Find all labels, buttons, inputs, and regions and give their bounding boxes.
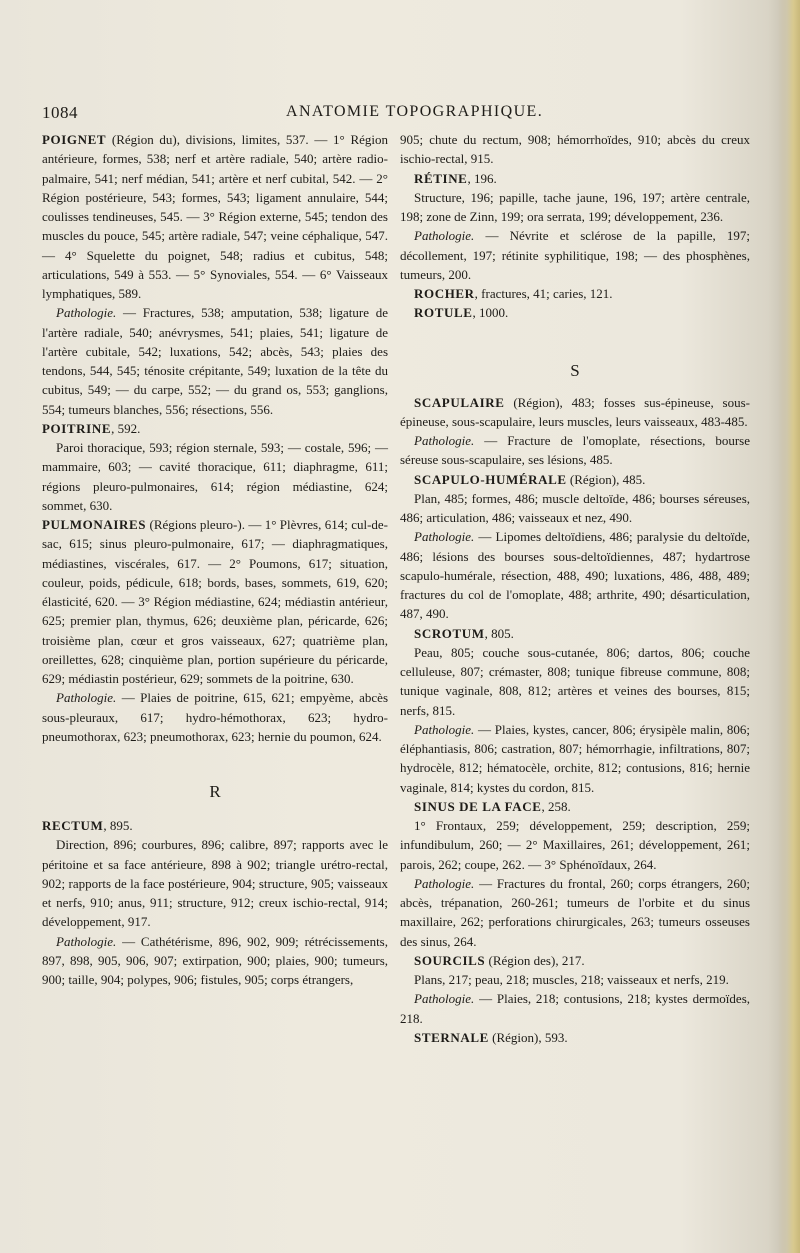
- left-column: [42, 130, 388, 989]
- entry-term: ROCHER: [414, 286, 475, 301]
- section-letter-s: S: [570, 360, 580, 380]
- entry-term: SOURCILS: [414, 952, 486, 968]
- entry-term-pages: , 196.: [467, 170, 497, 186]
- entry-subtext: Direction, 896; courbures, 896; calibre, 897; rapports avec le péritoine et sa face antérieure, 898 à 902; triangle urétro-rectal, 902; rapports de la face postérieure, 904; structure, 905; vaisseaux et nerfs, 910; anus, 911; structure, 912; creux ischio-rectal, 914; développement, 917.: [42, 837, 388, 930]
- pathology-label: Pathologie.: [56, 305, 117, 321]
- pathology-subentry: [400, 527, 750, 623]
- pathology-subentry: [400, 226, 750, 284]
- index-entry-poitrine: [42, 419, 388, 438]
- entry-term-pages: , 805.: [484, 625, 514, 641]
- pathology-subentry: [400, 874, 750, 951]
- section-letter-r: R: [209, 782, 221, 801]
- index-entry-rectum: [42, 816, 388, 835]
- pathology-text: — Fractures du frontal, 260; corps étrangers, 260; abcès, trépanation, 260-261; tumeurs de l'orbite et du sinus maxillaire, 262; perforations chirurgicales, 263; tumeurs osseuses des sinus, 264.: [400, 875, 751, 949]
- pathology-subentry: [42, 932, 388, 990]
- pathology-text: — Névrite et sclérose de la papille, 197; décollement, 197; rétinite syphilitique, 198; — des phosphènes, tumeurs, 200.: [400, 228, 751, 282]
- pathology-label: Pathologie.: [414, 875, 475, 891]
- entry-term: STERNALE: [414, 1029, 489, 1045]
- pathology-label: Pathologie.: [56, 690, 117, 706]
- index-entry-pulmonaires: [42, 515, 388, 688]
- pathology-label: Pathologie.: [414, 991, 475, 1007]
- pathology-text: — Plaies de poitrine, 615, 621; empyème, abcès sous-pleuraux, 617; hydro-hémothorax, 623; hydro-pneumothorax, 623; pneumothorax, 623; hernie du poumon, 624.: [42, 690, 389, 744]
- entry-text: (Région du), divisions, limites, 537. — 1° Région antérieure, formes, 538; nerf et artère radiale, 540; artère radio-palmaire, 541; nerf médian, 541; artère et nerf cubital, 542. — 2° Région postérieure, 543; formes, 543; ligament annulaire, 544; coulisses tendineuses, 545. — 3° Région externe, 545; tendon des muscles du pouce, 545; artère radiale, 547; veine céphalique, 547. — 4° Squelette du poignet, 548; radius et cubitus, 548; articulations, 549 à 553. — 5° Synoviales, 554. — 6° Vaisseaux lymphatiques, 589.: [42, 132, 389, 301]
- entry-term: SCAPULO-HUMÉRALE: [414, 471, 567, 487]
- pathology-subentry: [400, 431, 750, 470]
- entry-term: ROTULE: [414, 305, 473, 321]
- index-entry-scapulaire: [400, 393, 750, 432]
- pathology-text: — Plaies, 218; contusions, 218; kystes dermoïdes, 218.: [400, 991, 751, 1026]
- entry-term-pages: , 895.: [103, 818, 133, 833]
- index-entry-poignet: [42, 130, 388, 303]
- index-entry-sourcils: [400, 951, 750, 970]
- rectum-continuation: 905; chute du rectum, 908; hémorrhoïdes, 910; abcès du creux ischio-rectal, 915.: [400, 132, 750, 167]
- entry-term-pages: , 258.: [541, 798, 571, 814]
- entry-term-pages: , 592.: [111, 420, 141, 436]
- entry-subtext: 1° Frontaux, 259; développement, 259; description, 259; infundibulum, 260; — 2° Maxillaires, 261; développement, 261; parois, 262; coupe, 262. — 3° Sphénoïdaux, 264.: [400, 818, 750, 872]
- pathology-text: — Fracture de l'omoplate, résections, bourse séreuse sous-scapulaire, ses lésions, 485.: [400, 433, 750, 468]
- pathology-text: — Cathétérisme, 896, 902, 909; rétrécissements, 897, 898, 905, 906, 907; extirpation, 900; plaies, 900; tumeurs, 900; taille, 904; polypes, 906; fistules, 905; corps étrangers,: [42, 933, 388, 987]
- entry-text: (Région), 483; fosses sus-épineuse, sous-épineuse, sous-scapulaire, leurs muscles, leurs vaisseaux, 483-485.: [400, 394, 751, 429]
- pathology-subentry: [400, 989, 750, 1028]
- entry-term: SCROTUM: [414, 625, 485, 641]
- entry-term: POITRINE: [42, 420, 112, 436]
- index-entry-rocher: [400, 284, 750, 303]
- page-number: 1084: [42, 103, 78, 122]
- entry-subtext: Plan, 485; formes, 486; muscle deltoïde, 486; bourses séreuses, 486; articulation, 486; vaisseaux et nez, 490.: [400, 490, 750, 525]
- page-edge: [778, 0, 800, 1253]
- running-head: ANATOMIE TOPOGRAPHIQUE.: [286, 103, 544, 120]
- pathology-text: — Plaies, kystes, cancer, 806; érysipèle malin, 806; éléphantiasis, 806; castration, 807; hémorrhagie, infiltrations, 807; hydrocèle, 812; hématocèle, orchite, 812; contusions, 816; hernie vaginale, 814; kystes du cordon, 815.: [400, 721, 750, 795]
- entry-subtext: Structure, 196; papille, tache jaune, 196, 197; artère centrale, 198; zone de Zinn, 199; ora serrata, 199; développement, 236.: [400, 189, 750, 224]
- page-header: [42, 103, 752, 125]
- entry-term: PULMONAIRES: [42, 517, 147, 532]
- pathology-label: Pathologie.: [414, 433, 475, 448]
- index-entry-retine: [400, 169, 750, 188]
- entry-term-pages: (Région), 485.: [566, 471, 646, 487]
- entry-text: (Région), 593.: [492, 1029, 568, 1045]
- entry-term: SCAPULAIRE: [414, 394, 505, 410]
- pathology-label: Pathologie.: [414, 228, 475, 244]
- right-column: [400, 130, 750, 1047]
- pathology-subentry: [42, 688, 388, 746]
- entry-term: RÉTINE: [414, 170, 468, 186]
- index-entry-sternale: [400, 1028, 750, 1047]
- entry-term: SINUS DE LA FACE: [414, 798, 542, 814]
- entry-text: (Région des), 217.: [488, 952, 585, 968]
- index-entry-sinus: [400, 797, 750, 816]
- entry-term-pages: , fractures, 41; caries, 121.: [474, 286, 613, 301]
- pathology-text: — Lipomes deltoïdiens, 486; paralysie du deltoïde, 486; lésions des bourses sous-deltoïdiennes, 487; hydartrose scapulo-humérale, résection, 488, 490; luxations, 486, 488, 489; fractures du col de l'omoplate, 488; arthrite, 490; désarticulation, 487, 490.: [400, 529, 750, 622]
- entry-subtext: Plans, 217; peau, 218; muscles, 218; vaisseaux et nerfs, 219.: [414, 972, 729, 987]
- pathology-subentry: [400, 720, 750, 797]
- pathology-text: — Fractures, 538; amputation, 538; ligature de l'artère radiale, 540; anévrysmes, 541; plaies, 541; ligature de l'artère cubitale, 542; luxations, 542; abcès, 543; plaies des tendons, 544, 545; ténosite crépitante, 549; luxation de la tête du cubitus, 549; — du carpe, 552; — du grand os, 553; ganglions, 554; tumeurs blanches, 556; résections, 556.: [42, 305, 388, 417]
- pathology-label: Pathologie.: [414, 529, 475, 545]
- entry-term-pages: , 1000.: [472, 305, 509, 321]
- pathology-label: Pathologie.: [56, 933, 117, 949]
- entry-subtext: Paroi thoracique, 593; région sternale, 593; — costale, 596; — mammaire, 603; — cavité thoracique, 611; diaphragme, 611; régions pleuro-pulmonaires, 614; région médiastine, 624; sommet, 630.: [42, 440, 388, 513]
- index-entry-scapulo-humerale: [400, 470, 750, 489]
- entry-term: POIGNET: [42, 132, 107, 147]
- entry-text: (Régions pleuro-). — 1° Plèvres, 614; cul-de-sac, 615; sinus pleuro-pulmonaire, 617; — diaphragmatiques, médiastines, viscérales, 617. — 2° Poumons, 617; situation, couleur, poids, pédicule, 618; bords, bases, sommets, 619, 620; élasticité, 620. — 3° Région médiastine, 624; médiastin antérieur, 625; premier plan, thymus, 626; deuxième plan, péricarde, 626; troisième plan, cœur et gros vaisseaux, 627; quatrième plan, oreillettes, 628; cinquième plan, portion supérieure du péricarde, 629; médiastin postérieur, 629; sommets de la poitrine, 630.: [42, 517, 389, 686]
- pathology-subentry: [42, 303, 388, 419]
- index-entry-rotule: [400, 303, 750, 322]
- pathology-label: Pathologie.: [414, 721, 475, 737]
- entry-term: RECTUM: [42, 818, 104, 833]
- index-entry-scrotum: [400, 624, 750, 643]
- entry-subtext: Peau, 805; couche sous-cutanée, 806; dartos, 806; couche celluleuse, 807; crémaster, 808; tunique fibreuse commune, 808; tunique vaginale, 808, 812; artères et veines des bourses, 815; nerfs, 815.: [400, 644, 750, 718]
